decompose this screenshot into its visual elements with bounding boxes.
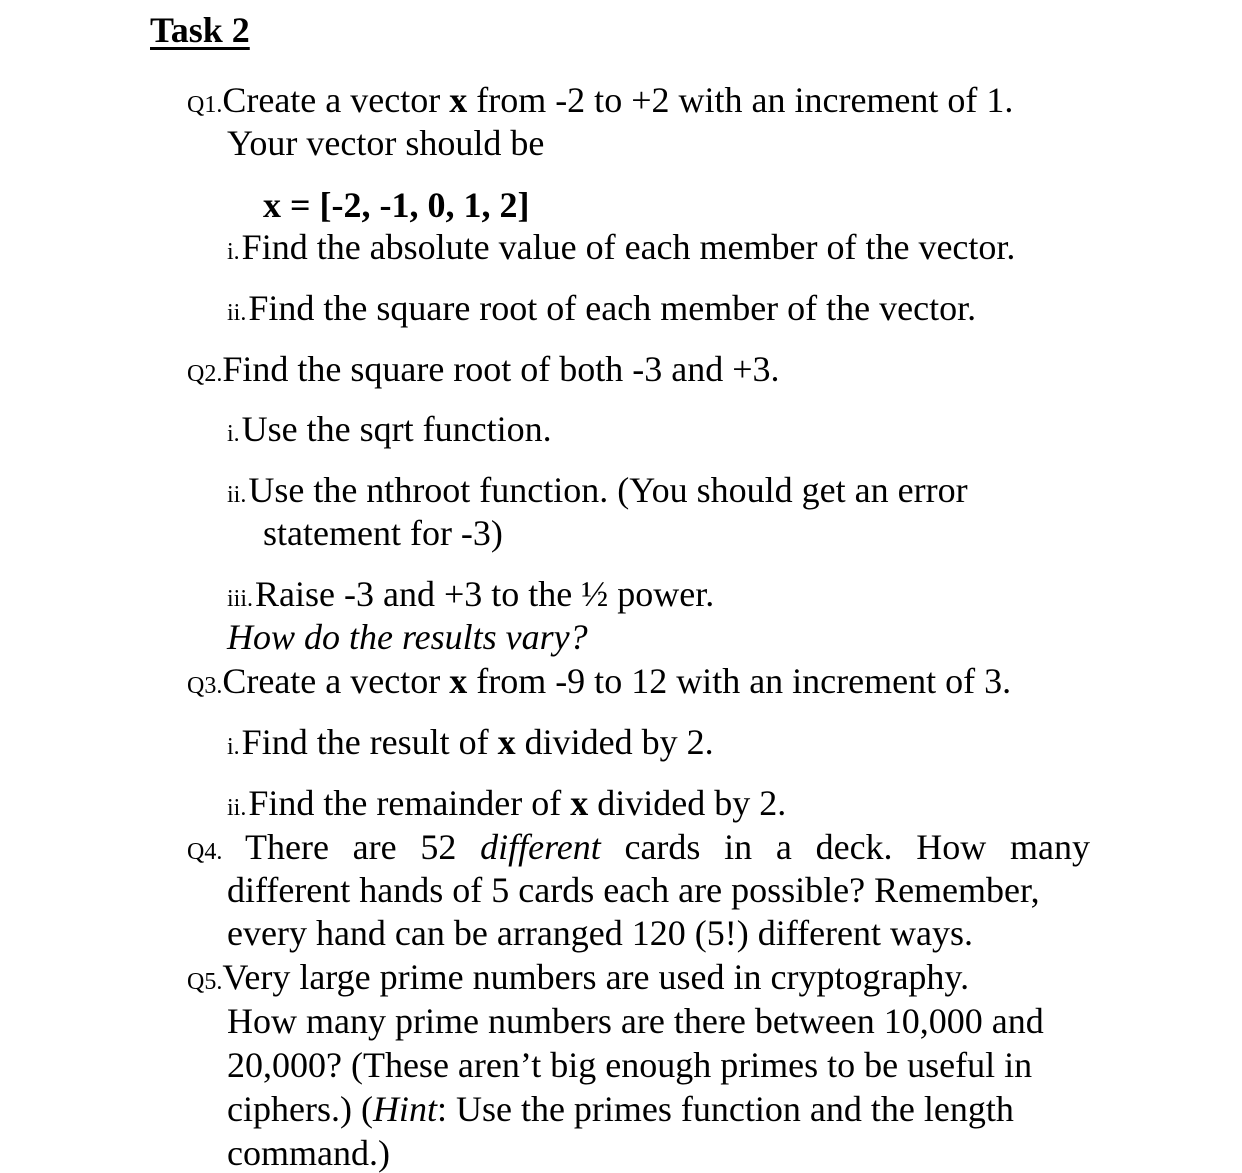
- q2-sub-i-number: i.: [227, 421, 240, 447]
- q3-sub-i-text-b: divided by 2.: [515, 722, 714, 762]
- q4-number-wrap: [187, 827, 222, 872]
- q4-line2: different hands of 5 cards each are possible? Remember,: [227, 870, 1040, 910]
- q2-sub-ii-line2: statement for -3): [263, 513, 503, 553]
- q4-text-em: different: [480, 827, 601, 867]
- q2-question-text: How do the results vary?: [227, 617, 588, 657]
- q1-equation: [263, 185, 529, 225]
- q1-sub-i: [227, 227, 1015, 272]
- q2-sub-ii-line1: [227, 470, 968, 515]
- q5-line4: [227, 1089, 1014, 1129]
- q5-line4-b: : Use the primes function and the length: [436, 1089, 1014, 1129]
- q3-sub-ii-number: ii.: [227, 795, 247, 821]
- q2-sub-i-text: Use the sqrt function.: [241, 409, 552, 449]
- q2-sub-ii-text: Use the nthroot function. (You should get an error: [248, 470, 968, 510]
- q1-sub-i-number: i.: [227, 239, 240, 265]
- q4-text-b: cards in a deck. How many: [600, 827, 1090, 867]
- q3-sub-i-text-a: Find the result of: [241, 722, 498, 762]
- q3-sub-ii-text-a: Find the remainder of: [248, 783, 571, 823]
- q2-text: Find the square root of both -3 and +3.: [222, 349, 780, 389]
- q3-sub-ii-var: x: [570, 783, 589, 823]
- q4-line1: [245, 827, 1090, 867]
- q5-line4-a: ciphers.) (: [227, 1089, 373, 1129]
- q3-text-b: from -9 to 12 with an increment of 3.: [467, 661, 1012, 701]
- q4-text-a: There are 52: [245, 827, 481, 867]
- q1-text-b: from -2 to +2 with an increment of 1.: [467, 80, 1014, 120]
- q3-number: Q3.: [187, 673, 223, 699]
- q1-var-x: x: [449, 80, 468, 120]
- q2-question: [227, 617, 588, 657]
- q3-sub-ii: [227, 783, 786, 828]
- q1-line1: [187, 80, 1013, 125]
- q3-sub-ii-text-b: divided by 2.: [588, 783, 787, 823]
- q3-text-a: Create a vector: [222, 661, 450, 701]
- q5-line1: [187, 957, 969, 1002]
- q1-eq-var: x: [263, 185, 281, 225]
- q1-number: Q1.: [187, 92, 223, 118]
- q3-line1: [187, 661, 1011, 706]
- q5-number: Q5.: [187, 969, 223, 995]
- q5-line2: How many prime numbers are there between 10,000 and: [227, 1001, 1044, 1041]
- q1-eq-values: = [-2, -1, 0, 1, 2]: [281, 185, 530, 225]
- task-title: Task 2: [150, 10, 250, 50]
- q1-sub-ii-text: Find the square root of each member of the vector.: [248, 288, 977, 328]
- q5-line5: command.): [227, 1133, 390, 1173]
- q3-var-x: x: [449, 661, 468, 701]
- q1-line2: Your vector should be: [227, 123, 545, 163]
- q1-sub-ii-number: ii.: [227, 300, 247, 326]
- q2-sub-ii-number: ii.: [227, 482, 247, 508]
- q3-sub-i-number: i.: [227, 734, 240, 760]
- q3-sub-i: [227, 722, 714, 767]
- q2-line1: [187, 349, 780, 394]
- q5-text-line1: Very large prime numbers are used in cryptography.: [222, 957, 970, 997]
- q2-sub-i: [227, 409, 552, 454]
- q5-line3: 20,000? (These aren’t big enough primes to be useful in: [227, 1045, 1033, 1085]
- q3-sub-i-var: x: [497, 722, 516, 762]
- q4-number: Q4.: [187, 839, 223, 865]
- q5-hint: Hint: [372, 1089, 437, 1129]
- q2-sub-iii: [227, 574, 714, 619]
- q2-sub-iii-number: iii.: [227, 586, 254, 612]
- q2-sub-iii-text: Raise -3 and +3 to the ½ power.: [255, 574, 715, 614]
- q4-line3: every hand can be arranged 120 (5!) different ways.: [227, 913, 973, 953]
- q1-sub-i-text: Find the absolute value of each member of the vector.: [241, 227, 1016, 267]
- q1-text-a: Create a vector: [222, 80, 450, 120]
- q2-number: Q2.: [187, 361, 223, 387]
- q1-sub-ii: [227, 288, 976, 333]
